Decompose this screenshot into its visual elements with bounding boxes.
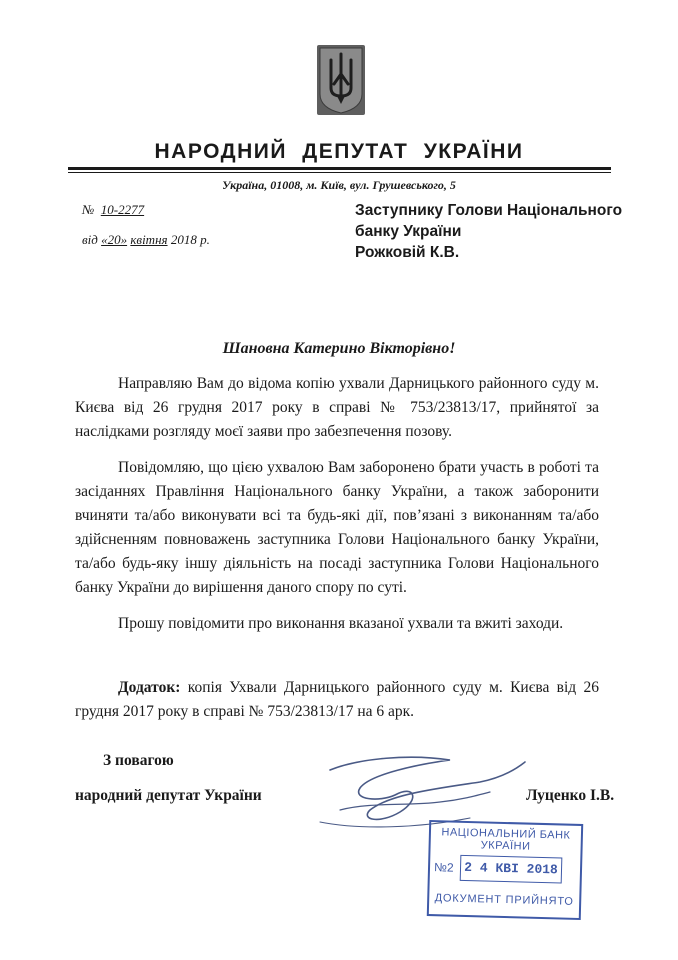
addressee-line1: Заступнику Голови Національного — [355, 202, 623, 219]
addressee-block — [355, 200, 622, 263]
coat-of-arms-icon — [316, 44, 366, 116]
body-paragraph-2: Повідомляю, що цією ухвалою Вам заборонено брати участь в роботі та засіданнях Правління Національного банку України, а також заборонити вчиняти та/або виконувати всі та будь-які дії, пов’язані з виконанням та/або здійсненням повноважень заступника Голови Національного банку України, та/або будь-яку іншу діяльність на посаді заступника Голови Національного банку України до вирішення даного спору по суті. — [75, 459, 599, 596]
stamp-line1: НАЦІОНАЛЬНИЙ БАНК — [441, 826, 571, 842]
date-month: квітня — [130, 232, 168, 247]
stamp-line2: УКРАЇНИ — [480, 839, 531, 853]
salutation: Шановна Катерино Вікторівно! — [222, 340, 456, 357]
letterhead-address: Україна, 01008, м. Київ, вул. Грушевського, 5 — [222, 178, 456, 192]
stamp-footer: ДОКУМЕНТ ПРИЙНЯТО — [434, 892, 574, 908]
closing-regards: З повагою — [103, 752, 174, 769]
header-divider-thin — [68, 172, 611, 173]
letterhead-title: НАРОДНИЙ ДЕПУТАТ УКРАЇНИ — [154, 140, 524, 163]
reference-date — [82, 232, 210, 248]
addressee-line2: банку України — [355, 223, 462, 240]
date-day: «20» — [101, 232, 128, 247]
reference-number-prefix: № — [82, 202, 95, 217]
addressee-line3: Рожковій К.В. — [355, 244, 460, 261]
body-paragraph-1: Направляю Вам до відома копію ухвали Дарницького районного суду м. Києва від 26 грудня 2017 року в справі № 753/23813/17, прийнятої за наслідками розгляду моєї заяви про забезпечення позову. — [75, 375, 599, 440]
stamp-number: №2 — [433, 860, 454, 875]
stamp-organization — [430, 826, 581, 854]
reference-number-value: 10-2277 — [100, 202, 145, 217]
attachment-text: копія Ухвали Дарницького районного суду м. Києва від 26 грудня 2017 року в справі № 753/23813/17 на 6 арк. — [75, 679, 599, 720]
body-paragraph-3: Прошу повідомити про виконання вказаної ухвали та вжиті заходи. — [118, 615, 564, 632]
stamp-date: 2 4 КВІ 2018 — [460, 855, 563, 884]
signer-name: Луценко І.В. — [526, 787, 615, 804]
attachment-paragraph — [75, 676, 599, 724]
header-divider-thick — [68, 167, 611, 170]
reference-number — [82, 202, 144, 218]
date-prefix: від — [82, 232, 98, 247]
attachment-label: Додаток: — [118, 679, 181, 696]
signer-position: народний депутат України — [75, 787, 262, 804]
date-year: 2018 р. — [170, 232, 210, 247]
receipt-stamp — [427, 820, 583, 920]
